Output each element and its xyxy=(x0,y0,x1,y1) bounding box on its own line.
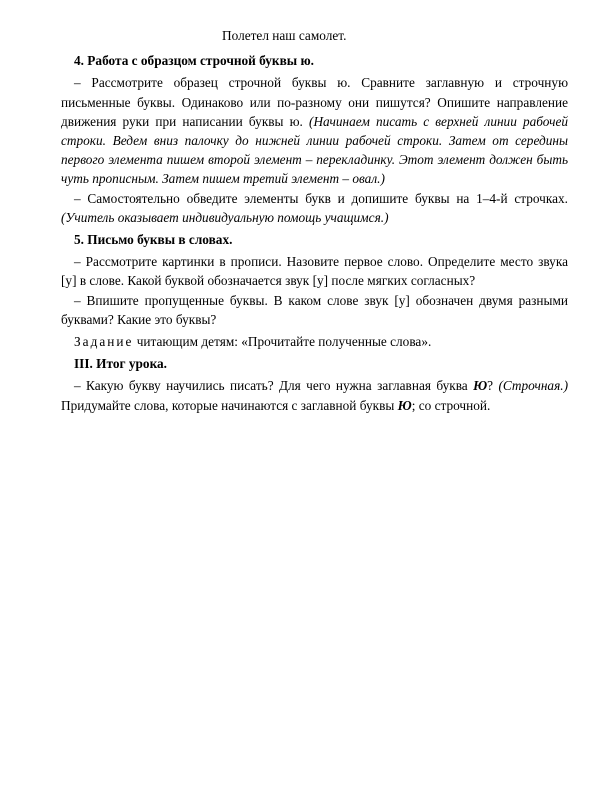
section-4-paragraph-1 xyxy=(61,73,568,188)
capital-letter-yu-1: Ю xyxy=(473,378,488,394)
section-4-paragraph-2-italic: (Учитель оказывает индивидуальную помощь учащимся.) xyxy=(61,209,389,225)
section-4-heading: 4. Работа с образцом строчной буквы ю. xyxy=(74,53,314,69)
section-4-paragraph-1-italic: (Начинаем писать с верхней линии рабочей строки. Ведем вниз палочку до нижней линии рабочей строки. Затем от середины первого элемента пишем второй элемент – перекладинку. Этот элемент должен быть чуть прописным. Затем пишем третий элемент – овал.) xyxy=(61,113,568,187)
section-3-heading: III. Итог урока. xyxy=(74,356,168,372)
section-5-paragraph-2: – Впишите пропущенные буквы. В каком слове звук [у] обозначен двумя разными буквами? Какие это буквы? xyxy=(61,292,568,327)
section-3-italic: (Строчная.) xyxy=(498,378,568,394)
section-4-paragraph-1-text: – Рассмотрите образец строчной буквы ю. Сравните заглавную и строчную письменные буквы. Одинаково или по-разному они пишутся? Опишите направление движения руки при написании буквы ю. xyxy=(61,75,568,129)
section-5-paragraph-1: – Рассмотрите картинки в прописи. Назовите первое слово. Определите место звука [у] в слове. Какой буквой обозначается звук [у] после мягких согласных? xyxy=(61,254,568,289)
section-3-text-c: Придумайте слова, которые начинаются с заглавной буквы xyxy=(61,397,398,413)
intro-line: Полетел наш самолет. xyxy=(222,28,347,43)
section-3-text-d: ; со строчной. xyxy=(411,397,491,413)
section-4-paragraph-2-text: – Самостоятельно обведите элементы букв и допишите буквы на 1–4-й строчках. xyxy=(74,190,568,206)
section-5-task xyxy=(61,332,568,351)
capital-letter-yu-2: Ю xyxy=(397,397,412,413)
section-4-paragraph-2 xyxy=(61,189,568,227)
document-content xyxy=(61,26,568,415)
section-5-heading: 5. Письмо буквы в словах. xyxy=(74,232,233,248)
task-text: читающим детям: «Прочитайте полученные слова». xyxy=(133,334,432,350)
section-3-text-a: – Какую букву научились писать? Для чего нужна заглавная буква xyxy=(74,378,474,394)
section-3-text-b: ? xyxy=(487,378,494,394)
task-label: Задание xyxy=(74,334,134,350)
section-3-paragraph-1 xyxy=(61,376,568,414)
